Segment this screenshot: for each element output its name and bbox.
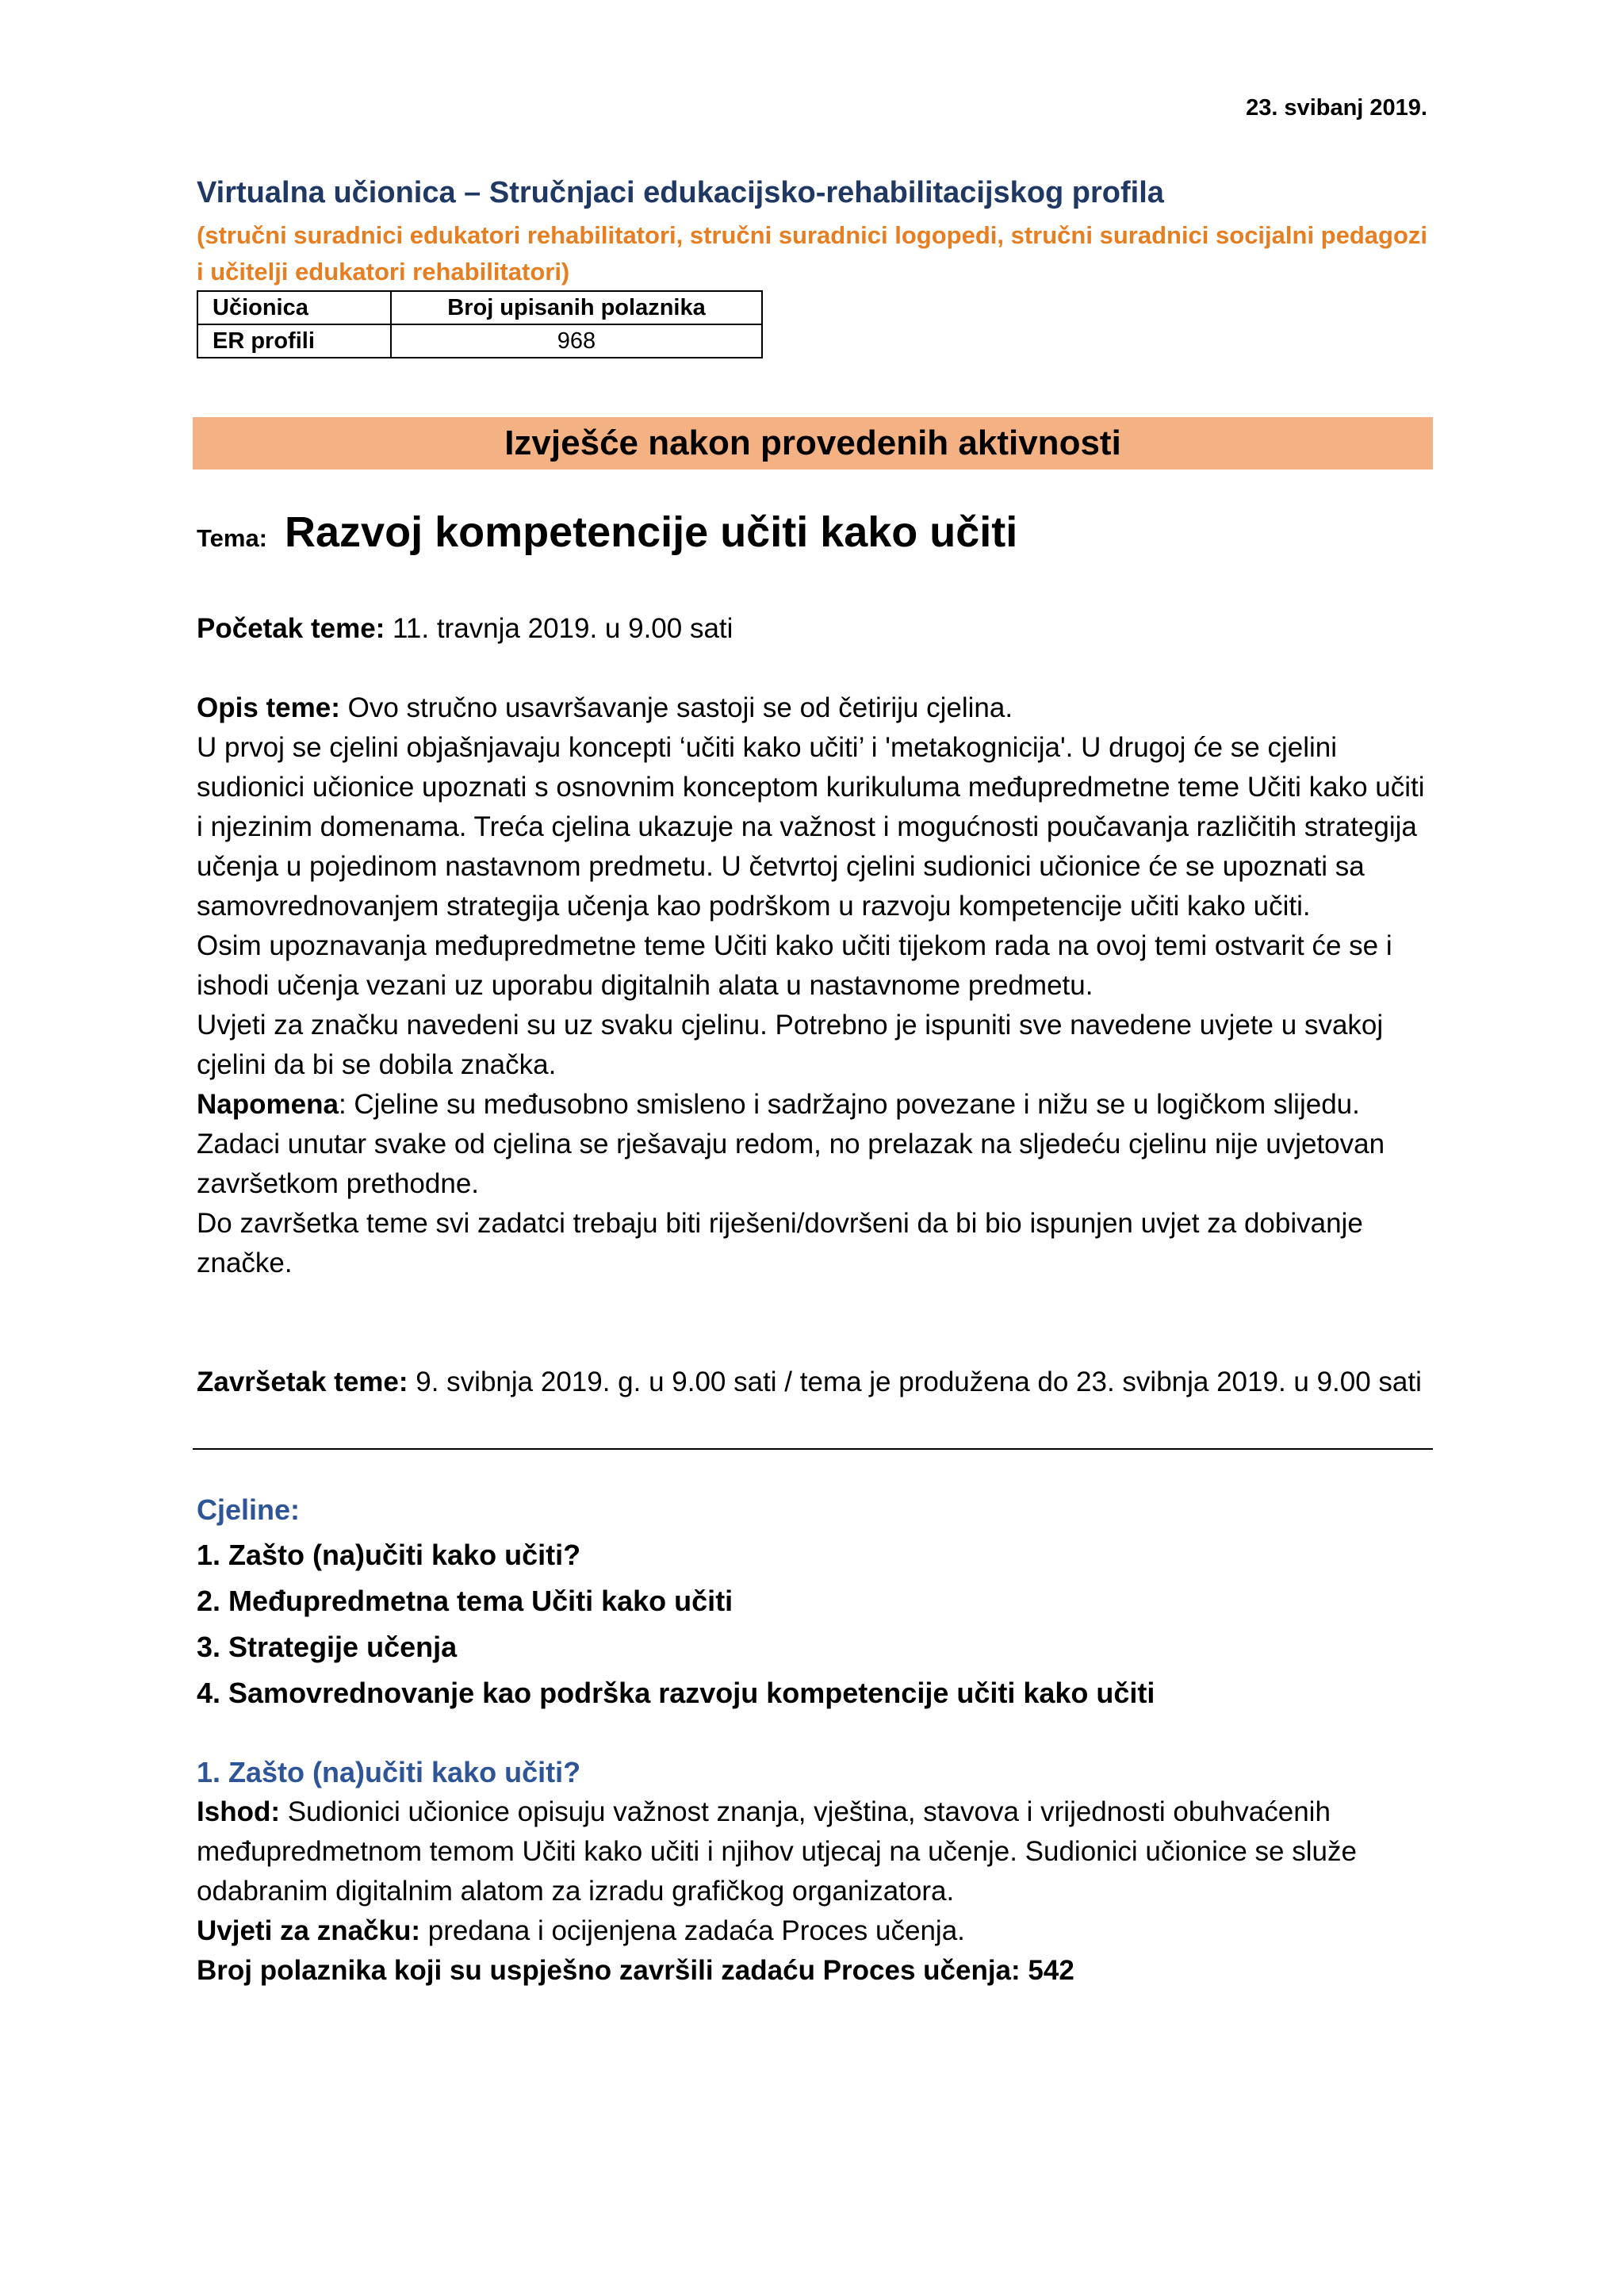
table-header-cell: Broj upisanih polaznika [391, 291, 762, 324]
end-value: 9. svibnja 2019. g. u 9.00 sati / tema je produžena do 23. svibnja 2019. u 9.00 sati [408, 1366, 1422, 1397]
note-text: : Cjeline su međusobno smisleno i sadržajno povezane i nižu se u logičkom slijedu. Zadaci unutar svake od cjelina se rješavaju redom, no prelazak na sljedeću cjelinu nije uvjetovan završetkom prethodne. [197, 1089, 1385, 1199]
list-item: 4. Samovrednovanje kao podrška razvoju kompetencije učiti kako učiti [197, 1677, 1155, 1709]
report-banner: Izvješće nakon provedenih aktivnosti [193, 417, 1433, 470]
units-section [197, 1488, 1434, 1716]
topic-heading [197, 508, 1017, 557]
enrollment-table [197, 290, 763, 358]
description-paragraph: Uvjeti za značku navedeni su uz svaku cjelinu. Potrebno je ispuniti sve navedene uvjete u svakoj cjelini da bi se dobila značka. [197, 1010, 1384, 1080]
topic-description [197, 688, 1434, 1283]
list-item: 2. Međupredmetna tema Učiti kako učiti [197, 1585, 733, 1617]
completion-count: Broj polaznika koji su uspješno završili zadaću Proces učenja: 542 [197, 1955, 1074, 1986]
table-cell: ER profili [197, 324, 391, 358]
description-label: Opis teme: [197, 692, 340, 723]
report-date: 23. svibanj 2019. [1246, 95, 1427, 121]
start-value: 11. travnja 2019. u 9.00 sati [385, 613, 733, 644]
description-paragraph: U prvoj se cjelini objašnjavaju koncepti ‘učiti kako učiti’ i 'metakognicija'. U drugoj će se cjelini sudionici učionice upoznati s osnovnim konceptom kurikuluma međupredmetne teme Učiti kako učiti i njezinim domenama. Treća cjelina ukazuje na važnost i mogućnosti poučavanja različitih strategija učenja u pojedinom nastavnom predmetu. U četvrtoj cjelini sudionici učionice će se upoznati sa samovrednovanjem strategija učenja kao podrškom u razvoju kompetencije učiti kako učiti. [197, 732, 1425, 922]
outcome-label: Ishod: [197, 1796, 280, 1827]
badge-conditions-label: Uvjeti za značku: [197, 1915, 421, 1946]
end-line [197, 1363, 1434, 1402]
table-cell: 968 [391, 324, 762, 358]
units-heading: Cjeline: [197, 1493, 301, 1526]
badge-conditions-text: predana i ocijenjena zadaća Proces učenja. [420, 1915, 965, 1946]
description-paragraph: Osim upoznavanja međupredmetne teme Učiti kako učiti tijekom rada na ovoj temi ostvarit će se i ishodi učenja vezani uz uporabu digitalnih alata u nastavnome predmetu. [197, 930, 1392, 1001]
unit-1-section [197, 1753, 1434, 1991]
outcome-text: Sudionici učionice opisuju važnost znanja, vještina, stavova i vrijednosti obuhvaćenih međupredmetnom temom Učiti kako učiti i njihov utjecaj na učenje. Sudionici učionice se služe odabranim digitalnim alatom za izradu grafičkog organizatora. [197, 1796, 1357, 1907]
list-item: 1. Zašto (na)učiti kako učiti? [197, 1539, 581, 1571]
topic-label: Tema: [197, 524, 268, 552]
classroom-title: Virtualna učionica – Stručnjaci edukacijsko-rehabilitacijskog profila [197, 176, 1164, 209]
list-item: 3. Strategije učenja [197, 1631, 458, 1663]
classroom-subtitle: (stručni suradnici edukatori rehabilitatori, stručni suradnici logopedi, stručni suradnici socijalni pedagozi i učitelji edukatori rehabilitatori) [197, 221, 1428, 286]
end-label: Završetak teme: [197, 1366, 408, 1397]
divider [193, 1448, 1433, 1450]
start-label: Početak teme: [197, 613, 385, 644]
description-intro: Ovo stručno usavršavanje sastoji se od četiriju cjelina. [339, 692, 1013, 723]
description-paragraph: Do završetka teme svi zadatci trebaju biti riješeni/dovršeni da bi bio ispunjen uvjet za dobivanje značke. [197, 1208, 1363, 1278]
unit-1-heading: 1. Zašto (na)učiti kako učiti? [197, 1756, 581, 1788]
table-header-cell: Učionica [197, 291, 391, 324]
topic-title: Razvoj kompetencije učiti kako učiti [285, 508, 1018, 556]
table-header-row [197, 291, 762, 324]
note-label: Napomena [197, 1089, 339, 1120]
start-line [197, 609, 1434, 649]
table-row [197, 324, 762, 358]
